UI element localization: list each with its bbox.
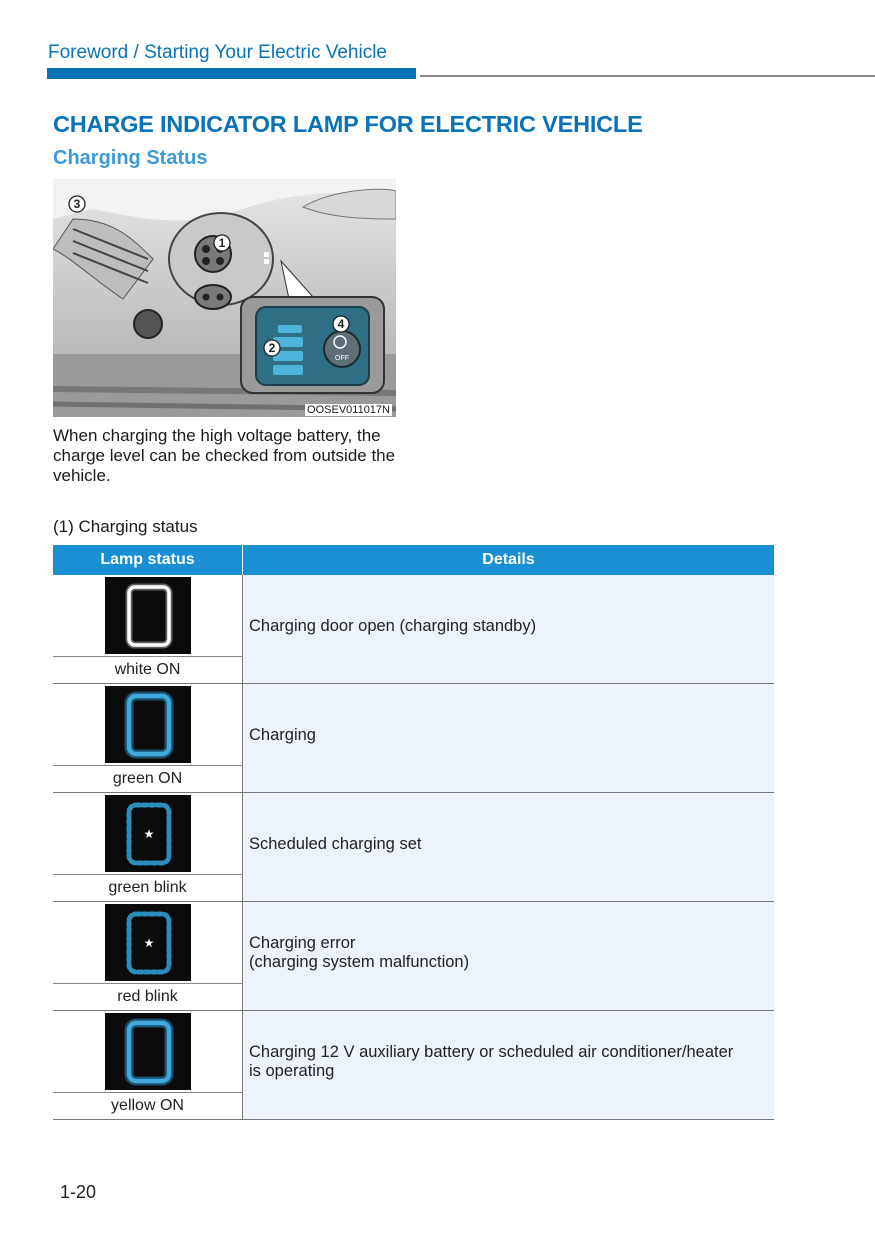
header-divider bbox=[420, 75, 875, 77]
detail-text: Charging bbox=[243, 684, 774, 792]
charging-status-table bbox=[53, 545, 774, 1120]
detail-text: Charging 12 V auxiliary battery or scheduled air conditioner/heater is operating bbox=[243, 1011, 774, 1119]
detail-text: Charging error (charging system malfunction) bbox=[243, 902, 774, 1010]
table-row bbox=[53, 684, 774, 793]
table-caption: (1) Charging status bbox=[53, 517, 198, 536]
detail-text: Charging door open (charging standby) bbox=[243, 575, 774, 683]
lamp-status-label: yellow ON bbox=[111, 1097, 184, 1114]
callout-4: 4 bbox=[337, 317, 345, 331]
solid-green-lamp-icon bbox=[105, 686, 191, 763]
charge-port-illustration bbox=[53, 179, 396, 417]
lamp-status-label: red blink bbox=[117, 988, 178, 1005]
page-number: 1-20 bbox=[60, 1182, 97, 1202]
figure-code: OOSEV011017N bbox=[307, 404, 390, 416]
blinking-lamp-icon bbox=[105, 795, 191, 872]
lamp-status-label: green ON bbox=[112, 770, 183, 787]
lamp-status-header: Lamp status bbox=[53, 545, 243, 575]
off-button-label: OFF bbox=[335, 355, 349, 362]
callout-2: 2 bbox=[268, 341, 276, 355]
detail-text: Scheduled charging set bbox=[243, 793, 774, 901]
section-title: CHARGE INDICATOR LAMP FOR ELECTRIC VEHICLE bbox=[53, 111, 643, 137]
table-row bbox=[53, 902, 774, 1011]
svg-text:★: ★ bbox=[143, 936, 154, 950]
solid-lamp-icon bbox=[105, 1013, 191, 1090]
callout-1: 1 bbox=[218, 236, 226, 250]
breadcrumb: Foreword / Starting Your Electric Vehicle bbox=[48, 42, 388, 63]
blinking-lamp-icon bbox=[105, 904, 191, 981]
svg-text:★: ★ bbox=[143, 827, 154, 841]
table-row bbox=[53, 1011, 774, 1120]
lamp-status-label: green blink bbox=[108, 879, 187, 896]
subsection-title: Charging Status bbox=[53, 147, 208, 169]
callout-3: 3 bbox=[73, 197, 81, 211]
solid-white-lamp-icon bbox=[105, 577, 191, 654]
lamp-status-label: white ON bbox=[114, 661, 181, 678]
table-row bbox=[53, 575, 774, 684]
table-row bbox=[53, 793, 774, 902]
intro-paragraph: When charging the high voltage battery, the charge level can be checked from outside the vehicle. bbox=[53, 426, 396, 485]
header-accent-bar bbox=[47, 68, 416, 79]
details-header: Details bbox=[482, 551, 535, 568]
table-header bbox=[53, 545, 774, 575]
charge-port-drawing bbox=[53, 179, 396, 417]
